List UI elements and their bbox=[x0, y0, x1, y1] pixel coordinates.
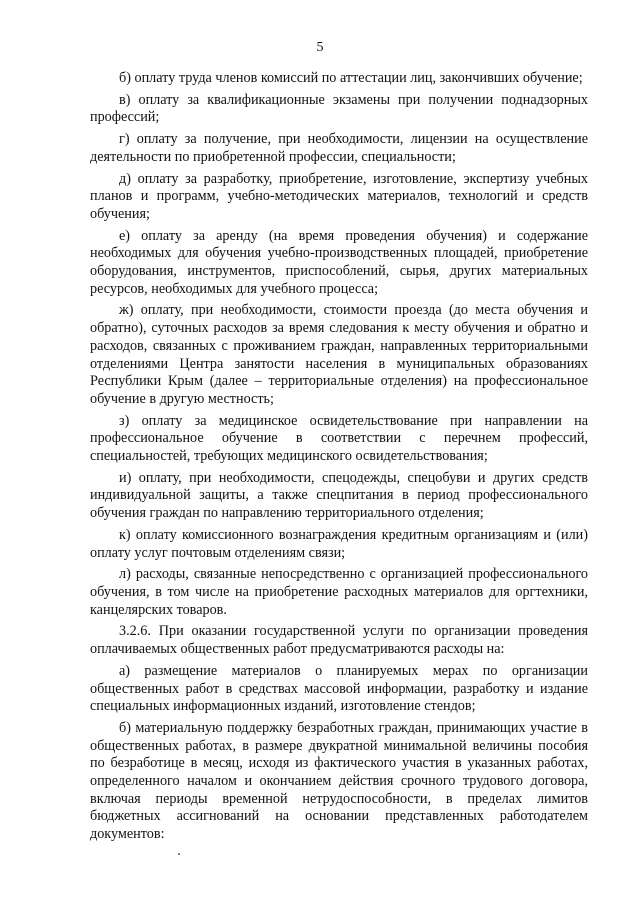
paragraph-g-license: г) оплату за получение, при необходимости, лицензии на осуществление деятельности по приобретенной профессии, специальности; bbox=[90, 131, 588, 165]
paragraph-d-curricula: д) оплату за разработку, приобретение, изготовление, экспертизу учебных планов и программ, учебно-методических материалов, технологий и средств обучения; bbox=[90, 170, 588, 222]
paragraph-l-expenses: л) расходы, связанные непосредственно с организацией профессионального обучения, в том числе на приобретение расходных материалов для оргтехники, канцелярских товаров. bbox=[90, 566, 588, 618]
paragraph-3-2-6: 3.2.6. При оказании государственной услуги по организации проведения оплачиваемых общественных работ предусматриваются расходы на: bbox=[90, 623, 588, 658]
paragraph-b-attestation: б) оплату труда членов комиссий по аттестации лиц, закончивших обучение; bbox=[119, 70, 583, 86]
paragraph-b-support: б) материальную поддержку безработных граждан, принимающих участие в общественных работах, в размере двукратной минимальной величины пособия по безработице в месяц, исходя из фактического участия в указанных работах, определенного началом и окончанием действия срочного трудового договора, включая периоды временной нетрудоспособности, в пределах лимитов бюджетных ассигнований на основании представленных работодателем документов: bbox=[90, 719, 588, 843]
paragraph-a-placement: а) размещение материалов о планируемых мерах по организации общественных работ в средствах массовой информации, разработку и издание специальных информационных изданий, изготовление стендов; bbox=[90, 662, 588, 715]
paragraph-i-workwear: и) оплату, при необходимости, спецодежды, спецобуви и других средств индивидуальной защиты, а также спецпитания в период профессионального обучения граждан по направлению территориального отделения; bbox=[90, 469, 588, 522]
scan-speck bbox=[178, 853, 180, 855]
paragraph-k-commission: к) оплату комиссионного вознаграждения кредитным организациям и (или) оплату услуг почтовым отделениям связи; bbox=[90, 526, 588, 561]
page-number: 5 bbox=[316, 40, 324, 55]
paragraph-e-rent: е) оплату за аренду (на время проведения обучения) и содержание необходимых для обучения учебно-производственных площадей, приобретение оборудования, инструментов, приспособлений, сырья, других материальных ресурсов, необходимых для учебного процесса; bbox=[90, 227, 588, 297]
document-body bbox=[90, 70, 588, 848]
paragraph-z-medical: з) оплату за медицинское освидетельствование при направлении на профессиональное обучение в соответствии с перечнем профессий, специальностей, требующих медицинского освидетельствования; bbox=[90, 412, 588, 465]
paragraph-zh-travel: ж) оплату, при необходимости, стоимости проезда (до места обучения и обратно), суточных расходов за время следования к месту обучения и обратно и расходов, связанных с проживанием граждан, направленных территориальными отделениями Центра занятости населения в муниципальных образованиях Республики Крым (далее – территориальные отделения) на профессиональное обучение в другую местность; bbox=[90, 302, 588, 407]
paragraph-v-exams: в) оплату за квалификационные экзамены при получении поднадзорных профессий; bbox=[90, 91, 588, 126]
